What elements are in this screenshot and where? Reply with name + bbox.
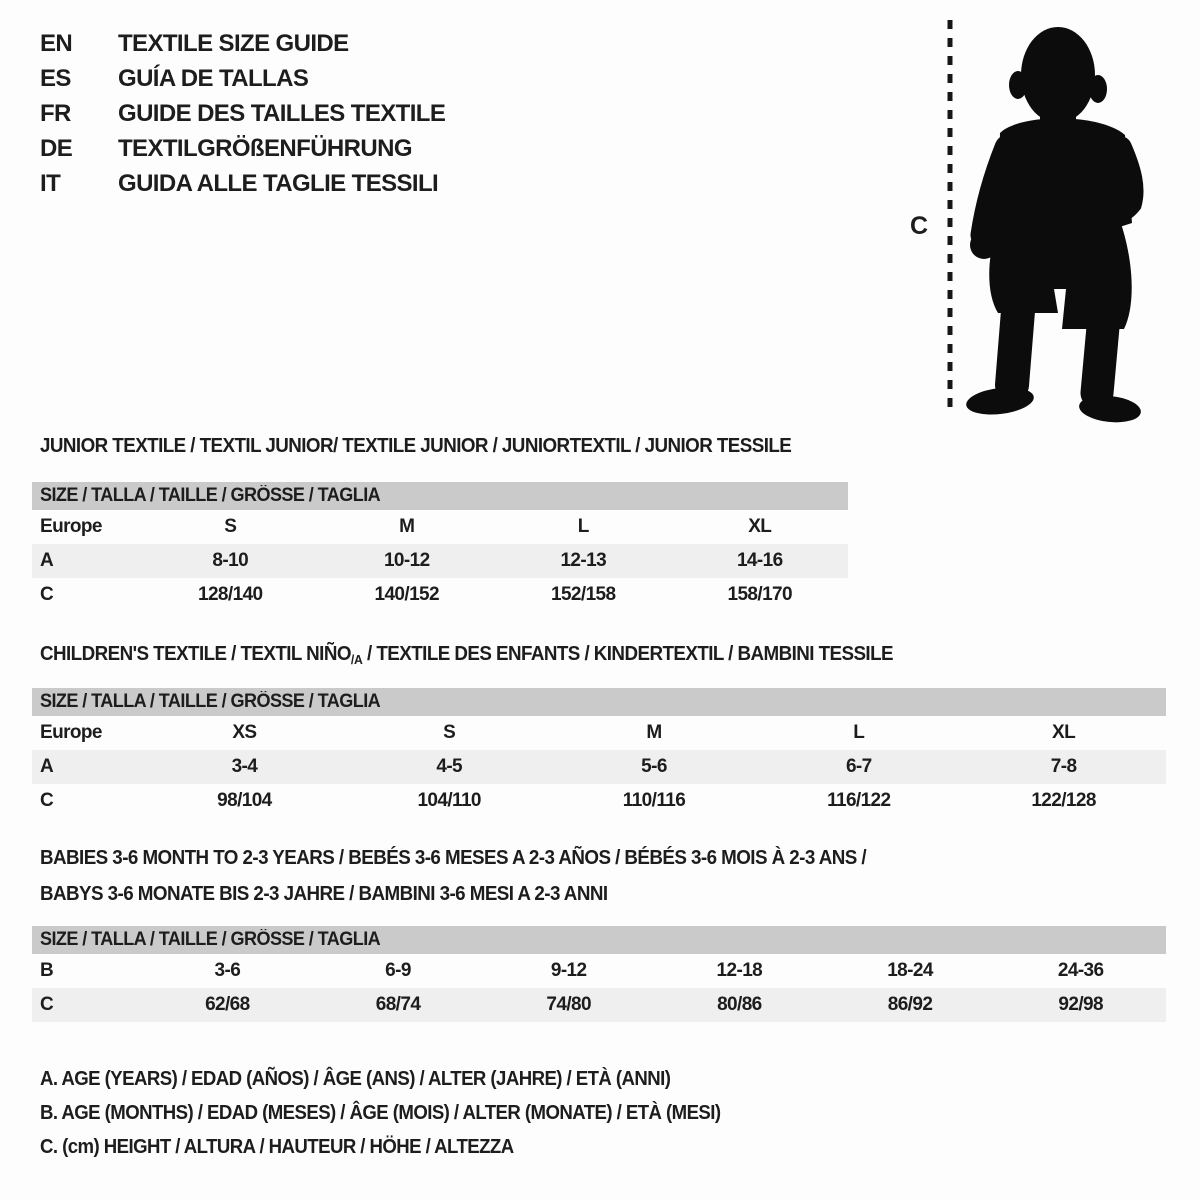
size-cell: L: [577, 516, 589, 537]
height-measure-label: C: [910, 212, 928, 240]
size-header-band: [32, 688, 1166, 716]
children-title-sub: /A: [350, 652, 363, 667]
size-header-label: SIZE / TALLA / TAILLE / GRÖSSE / TAGLIA: [40, 929, 381, 950]
height-cell: 116/122: [827, 790, 891, 811]
junior-size-table: [32, 482, 848, 612]
age-cell: 24-36: [1057, 960, 1104, 981]
children-size-table: [32, 688, 1166, 818]
lang-code: EN: [40, 29, 73, 57]
lang-row-es: [40, 61, 445, 96]
size-cell: XL: [748, 516, 772, 537]
children-section-title: [40, 642, 893, 672]
babies-section-title-line2: BABYS 3-6 MONATE BIS 2-3 JAHRE / BAMBINI 3-6 MESI A 2-3 ANNI: [40, 883, 608, 905]
row-label: B: [40, 960, 54, 981]
size-cell: S: [443, 722, 456, 743]
row-label: A: [40, 550, 54, 571]
table-row: [32, 510, 848, 544]
legend-line-b: [40, 1096, 772, 1130]
height-cell: 92/98: [1058, 994, 1103, 1015]
legend-text-a: A. AGE (YEARS) / EDAD (AÑOS) / ÂGE (ANS) / ALTER (JAHRE) / ETÀ (ANNI): [40, 1067, 671, 1090]
height-cell: 158/170: [727, 584, 792, 605]
age-cell: 6-7: [845, 756, 872, 777]
age-cell: 4-5: [436, 756, 463, 777]
size-cell: L: [853, 722, 865, 743]
lang-code: IT: [40, 169, 61, 197]
age-cell: 5-6: [641, 756, 667, 777]
table-row: [32, 988, 1166, 1022]
row-label: A: [40, 756, 54, 777]
age-cell: 18-24: [887, 960, 933, 981]
table-row: [32, 578, 848, 612]
row-label: C: [40, 790, 54, 811]
lang-code: FR: [40, 99, 71, 127]
size-cell: XS: [232, 722, 257, 743]
lang-code: DE: [40, 134, 73, 162]
height-cell: 68/74: [375, 994, 421, 1015]
children-title-pre: CHILDREN'S TEXTILE / TEXTIL NIÑO: [40, 643, 351, 665]
age-cell: 6-9: [385, 960, 411, 981]
row-label: C: [40, 994, 54, 1015]
size-header-label: SIZE / TALLA / TAILLE / GRÖSSE / TAGLIA: [40, 691, 381, 712]
lang-title: GUIDA ALLE TAGLIE TESSILI: [118, 169, 439, 197]
table-row: [32, 750, 1166, 784]
row-label: Europe: [40, 516, 102, 537]
height-cell: 110/116: [622, 790, 686, 811]
lang-title: TEXTILGRÖßENFÜHRUNG: [118, 134, 412, 162]
table-row: [32, 544, 848, 578]
legend-line-c: [40, 1130, 772, 1164]
measurement-legend: [40, 1062, 772, 1164]
size-cell: M: [646, 722, 662, 743]
size-cell: M: [399, 516, 415, 537]
age-cell: 7-8: [1050, 756, 1077, 777]
row-label: C: [40, 584, 54, 605]
lang-title: GUIDE DES TAILLES TEXTILE: [118, 99, 446, 127]
size-header-band: [32, 482, 848, 510]
size-header-band: [32, 926, 1166, 954]
lang-title: TEXTILE SIZE GUIDE: [118, 29, 349, 57]
junior-section-title: JUNIOR TEXTILE / TEXTIL JUNIOR/ TEXTILE JUNIOR / JUNIORTEXTIL / JUNIOR TESSILE: [40, 435, 792, 457]
toddler-silhouette: [965, 27, 1143, 423]
height-cell: 140/152: [374, 584, 439, 605]
row-label: Europe: [40, 722, 102, 743]
legend-text-b: B. AGE (MONTHS) / EDAD (MESES) / ÂGE (MOIS) / ALTER (MONATE) / ETÀ (MESI): [40, 1101, 721, 1124]
age-cell: 12-13: [560, 550, 607, 571]
age-cell: 9-12: [550, 960, 587, 981]
height-cell: 86/92: [887, 994, 933, 1015]
height-cell: 74/80: [546, 994, 591, 1015]
age-cell: 10-12: [383, 550, 430, 571]
height-cell: 122/128: [1031, 790, 1096, 811]
height-cell: 128/140: [198, 584, 263, 605]
age-cell: 14-16: [736, 550, 783, 571]
lang-row-it: [40, 166, 445, 201]
legend-line-a: [40, 1062, 772, 1096]
language-title-list: [40, 26, 445, 201]
table-row: [32, 954, 1166, 988]
table-row: [32, 716, 1166, 750]
age-cell: 8-10: [212, 550, 249, 571]
height-cell: 152/158: [551, 584, 616, 605]
legend-text-c: C. (cm) HEIGHT / ALTURA / HAUTEUR / HÖHE / ALTEZZA: [40, 1135, 514, 1158]
height-cell: 80/86: [717, 994, 762, 1015]
lang-row-de: [40, 131, 445, 166]
babies-section-title-line1: BABIES 3-6 MONTH TO 2-3 YEARS / BEBÉS 3-6 MESES A 2-3 AÑOS / BÉBÉS 3-6 MOIS À 2-3 ANS /: [40, 847, 867, 869]
size-cell: S: [224, 516, 237, 537]
children-title-post: / TEXTILE DES ENFANTS / KINDERTEXTIL / BAMBINI TESSILE: [362, 643, 893, 665]
age-cell: 3-4: [231, 756, 258, 777]
height-cell: 98/104: [217, 790, 272, 811]
lang-title: GUÍA DE TALLAS: [118, 64, 309, 92]
height-cell: 104/110: [417, 790, 481, 811]
size-header-label: SIZE / TALLA / TAILLE / GRÖSSE / TAGLIA: [40, 485, 381, 506]
babies-size-table: [32, 926, 1166, 1022]
height-cell: 62/68: [205, 994, 250, 1015]
lang-row-en: [40, 26, 445, 61]
lang-row-fr: [40, 96, 445, 131]
age-cell: 3-6: [214, 960, 241, 981]
lang-code: ES: [40, 64, 71, 92]
table-row: [32, 784, 1166, 818]
size-cell: XL: [1052, 722, 1076, 743]
toddler-silhouette-figure: [895, 8, 1185, 423]
age-cell: 12-18: [716, 960, 763, 981]
